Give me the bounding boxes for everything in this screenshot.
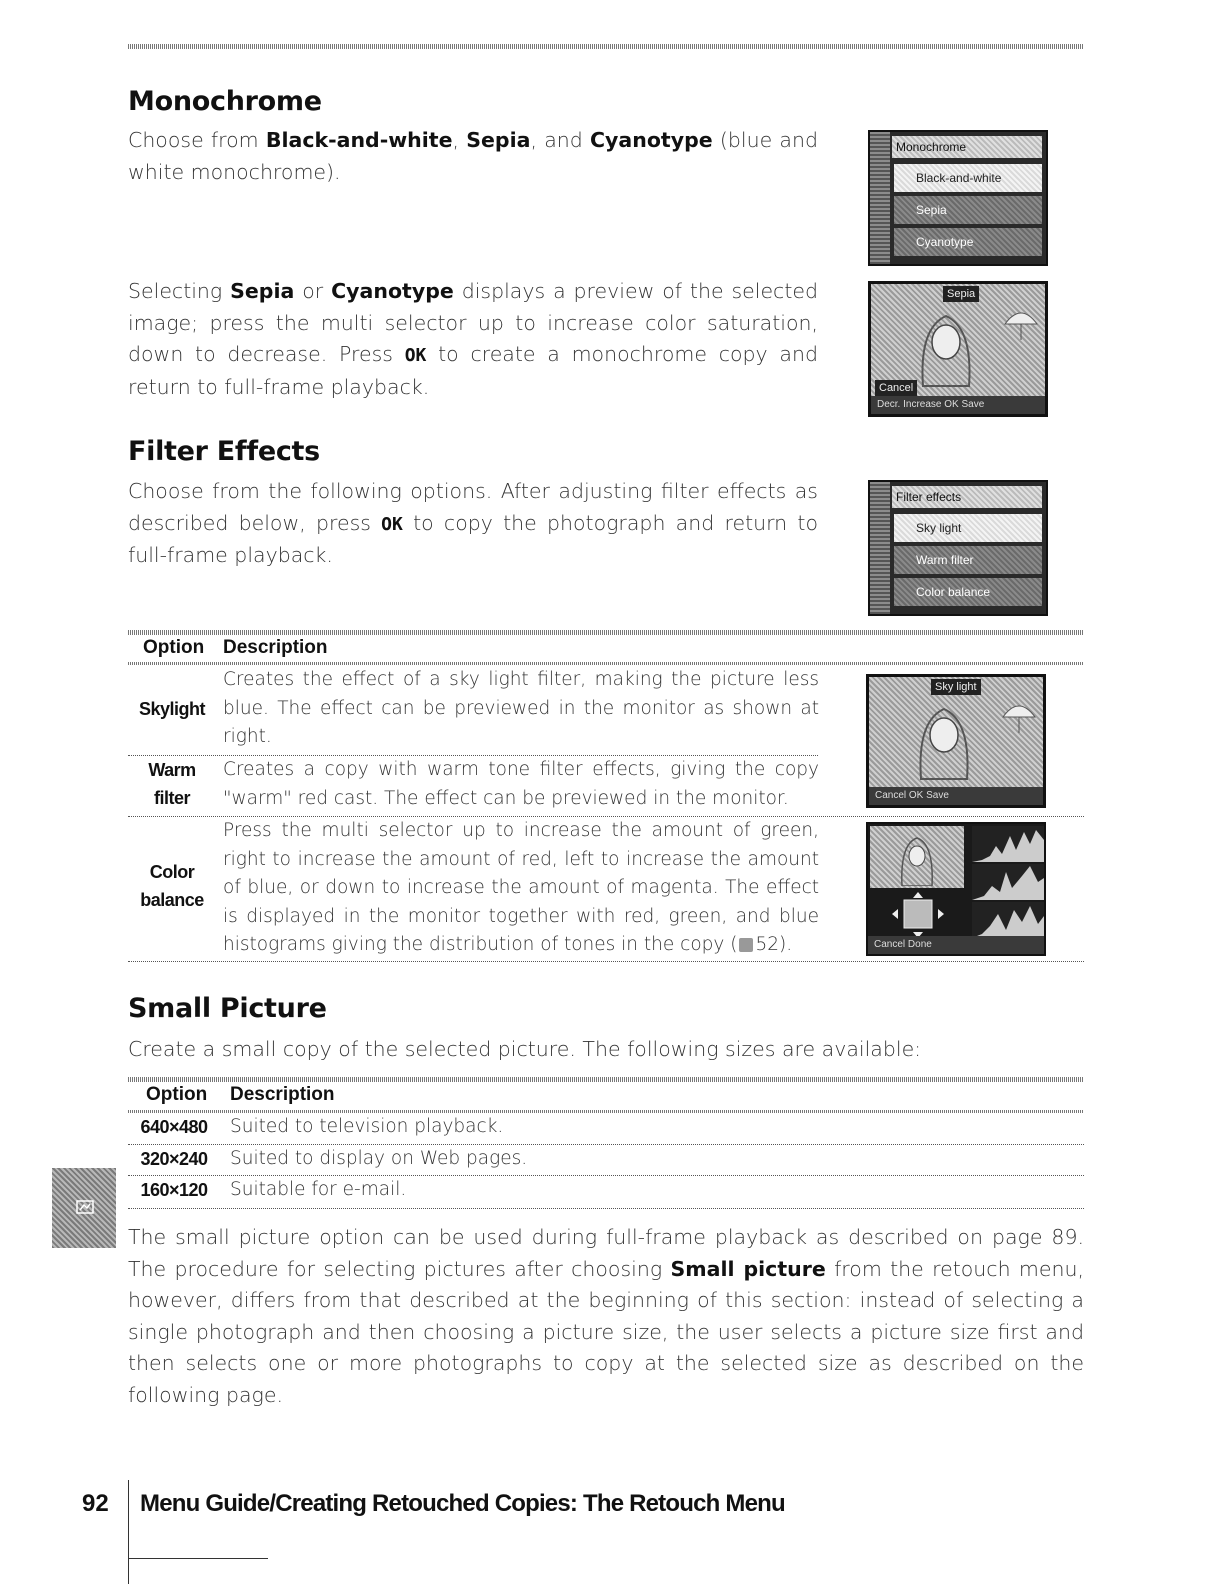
small-table-header-description: Description <box>230 1084 335 1105</box>
section-title-monochrome: Monochrome <box>128 86 322 117</box>
filter-menu-screen <box>868 480 1048 616</box>
umbrella-illustration <box>1001 302 1041 342</box>
portrait-illustration <box>901 298 991 388</box>
portrait-illustration <box>899 691 989 781</box>
description-warm-filter: Creates a copy with warm tone filter effects, giving the copy "warm" red cast. The effect can be previewed in the monitor. <box>223 759 819 809</box>
preview-cancel-label: Cancel <box>875 380 917 396</box>
table-bottom-rule <box>128 961 1084 962</box>
preview-tag-sepia: Sepia <box>943 286 979 302</box>
section-title-filter-effects: Filter Effects <box>128 436 320 467</box>
monochrome-detail: Selecting Sepia or Cyanotype displays a preview of the selected image; press the multi selector up to increase color saturation, down to decrease. Press OK to create a monochrome copy and return to full-frame playback. <box>128 279 818 399</box>
option-160x120: 160×120 <box>140 1180 208 1200</box>
menu-item-cyanotype: Cyanotype <box>894 228 1042 256</box>
footer-vertical-rule <box>128 1480 129 1584</box>
menu-item-warm-filter: Warm filter <box>894 546 1042 574</box>
retouch-menu-side-tab <box>52 1168 116 1248</box>
preview-tag-sky-light: Sky light <box>931 679 981 695</box>
menu-item-sky-light: Sky light <box>894 514 1042 542</box>
monochrome-intro: Choose from Black-and-white, Sepia, and Cyanotype (blue and white monochrome). <box>128 128 818 184</box>
rgb-histograms <box>972 826 1044 938</box>
menu-item-color-balance: Color balance <box>894 578 1042 606</box>
description-skylight: Creates the effect of a sky light filter, making the picture less blue. The effect can be previewed in the monitor as shown at right. <box>223 669 819 747</box>
option-320x240: 320×240 <box>140 1149 208 1169</box>
balance-portrait-illustration <box>894 830 940 886</box>
menu-title: Filter effects <box>892 486 1042 508</box>
retouch-menu-icon <box>76 1198 94 1216</box>
table-top-rule <box>128 630 1084 635</box>
option-warm-filter: Warm filter <box>148 760 196 808</box>
footer-bottom-rule <box>128 1558 268 1559</box>
table-header-rule <box>128 662 1084 665</box>
option-skylight: Skylight <box>138 699 205 719</box>
menu-title: Monochrome <box>892 136 1042 158</box>
menu-tab-strip <box>870 482 890 614</box>
multi-selector-icon <box>888 890 948 940</box>
umbrella-illustration <box>999 695 1039 735</box>
table-header-description: Description <box>223 637 328 658</box>
description-640x480: Suited to television playback. <box>230 1116 504 1137</box>
preview-bottom-bar: Cancel OK Save <box>869 787 1043 805</box>
option-color-balance: Color balance <box>140 862 204 910</box>
color-balance-screen <box>866 822 1046 956</box>
page-number: 92 <box>82 1490 109 1517</box>
menu-item-black-and-white: Black-and-white <box>894 164 1042 192</box>
top-rule <box>128 44 1084 49</box>
skylight-preview-screen <box>866 674 1046 808</box>
balance-bottom-bar: Cancel Done <box>868 936 1044 954</box>
description-color-balance: Press the multi selector up to increase the amount of green, right to increase the amount of red, left to increase the amount of blue, or down to increase the amount of magenta. The effect is displayed in the monitor together with red, green, and blue histograms giving the distribution of tones in the copy ( 52). <box>223 820 819 955</box>
option-640x480: 640×480 <box>140 1117 208 1137</box>
table-header-option: Option <box>143 637 205 658</box>
small-picture-body: The small picture option can be used during full-frame playback as described on page 89. The procedure for selecting pictures after choosing Small picture from the retouch menu, however, differs from that described at the beginning of this section: instead of selecting a single photograph and then choosing a picture size, the user selects a picture size first and then selects one or more photographs to copy at the selected size as described on the following page. <box>128 1225 1084 1407</box>
filter-intro: Choose from the following options. After adjusting filter effects as described below, press OK to copy the photograph and return to full-frame playback. <box>128 479 818 567</box>
small-table-bottom-rule <box>128 1208 1084 1209</box>
menu-tab-strip <box>870 132 890 264</box>
preview-bottom-bar: Decr. Increase OK Save <box>871 396 1045 414</box>
menu-item-sepia: Sepia <box>894 196 1042 224</box>
small-table-header-option: Option <box>146 1084 208 1105</box>
sepia-preview-screen <box>868 281 1048 417</box>
small-intro: Create a small copy of the selected picture. The following sizes are available: <box>128 1037 922 1061</box>
page-reference-icon <box>739 938 753 952</box>
small-table-top-rule <box>128 1077 1084 1082</box>
description-160x120: Suitable for e-mail. <box>230 1179 407 1200</box>
section-title-small-picture: Small Picture <box>128 993 327 1024</box>
footer-title: Menu Guide/Creating Retouched Copies: The Retouch Menu <box>140 1490 785 1517</box>
description-320x240: Suited to display on Web pages. <box>230 1148 528 1169</box>
monochrome-menu-screen <box>868 130 1048 266</box>
